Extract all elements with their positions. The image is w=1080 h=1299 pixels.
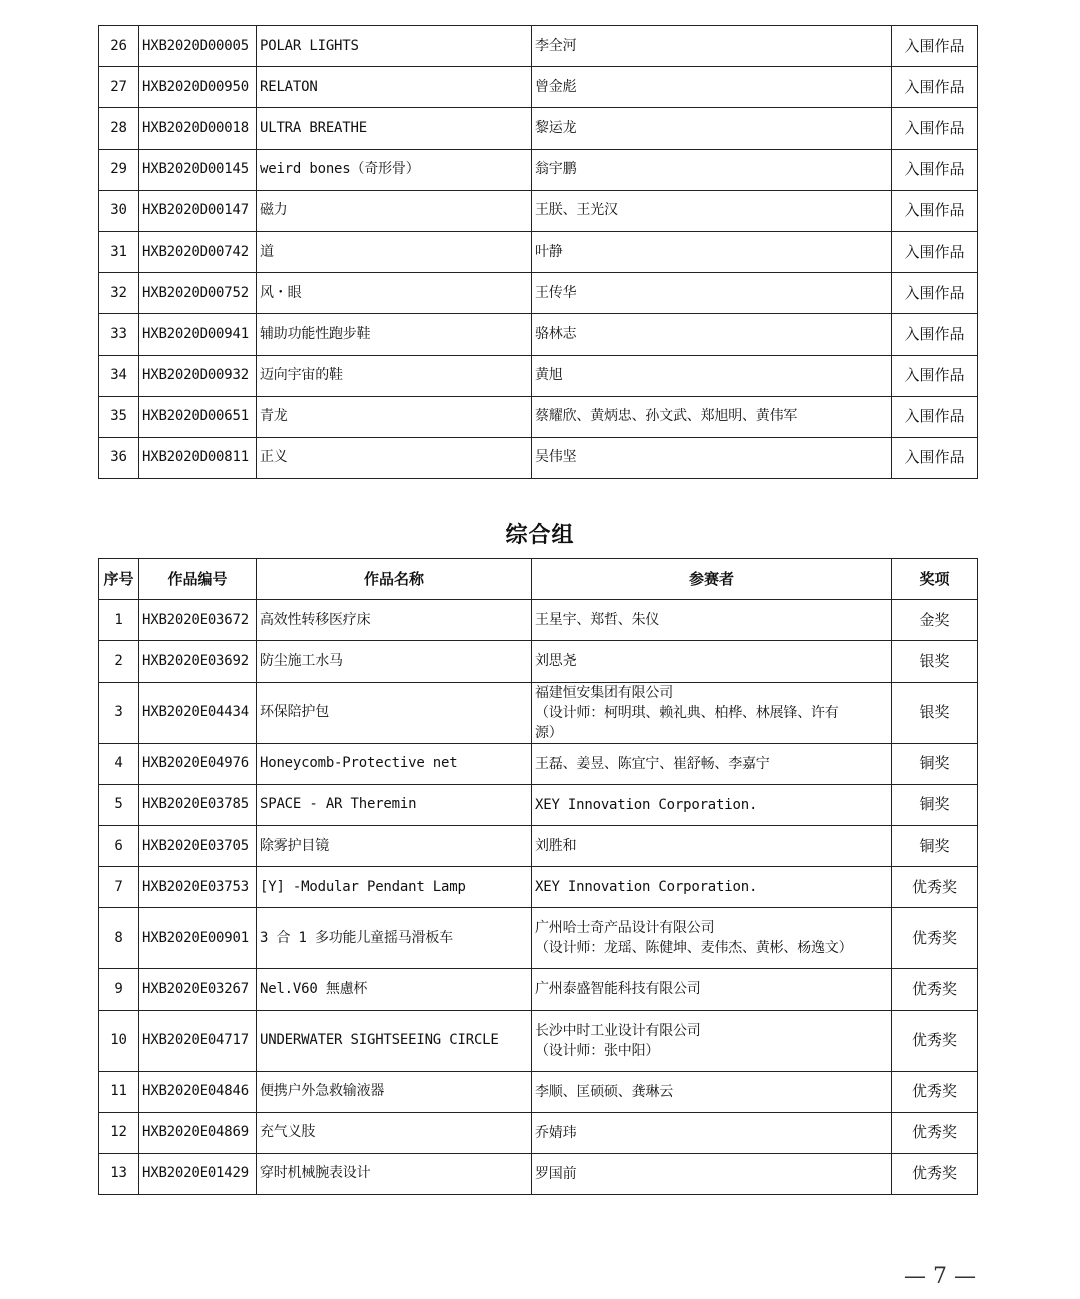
row-code: HXB2020D00651	[139, 396, 257, 437]
row-name: 高效性转移医疗床	[257, 600, 532, 641]
row-name: 防尘施工水马	[257, 641, 532, 682]
row-participant: 王朕、王光汉	[532, 190, 892, 231]
row-name: Honeycomb-Protective net	[257, 743, 532, 784]
row-participant	[532, 1071, 892, 1112]
row-no: 35	[99, 396, 139, 437]
row-award: 入围作品	[892, 355, 978, 396]
row-participant: 翁宇鹏	[532, 149, 892, 190]
row-no: 29	[99, 149, 139, 190]
row-no: 5	[99, 784, 139, 825]
row-name: RELATON	[257, 67, 532, 108]
row-award: 入围作品	[892, 67, 978, 108]
row-participant-line: 李顺、匡硕硕、龚琳云	[535, 1083, 673, 1100]
row-code: HXB2020E04434	[139, 682, 257, 743]
table-row	[99, 1010, 978, 1071]
row-no: 3	[99, 682, 139, 743]
row-award: 金奖	[892, 600, 978, 641]
row-participant: 黄旭	[532, 355, 892, 396]
row-name: 风・眼	[257, 273, 532, 314]
row-award: 入围作品	[892, 108, 978, 149]
row-no: 10	[99, 1010, 139, 1071]
row-award: 优秀奖	[892, 1010, 978, 1071]
row-award: 铜奖	[892, 743, 978, 784]
table-row	[99, 784, 978, 825]
table-row	[99, 26, 978, 67]
row-participant: 叶静	[532, 231, 892, 272]
row-award: 优秀奖	[892, 969, 978, 1010]
row-participant	[532, 908, 892, 969]
row-participant-line: 乔婧玮	[535, 1124, 577, 1141]
row-name: 穿时机械腕表设计	[257, 1153, 532, 1194]
row-no: 31	[99, 231, 139, 272]
row-participant-line: （设计师：张中阳）	[535, 1042, 660, 1059]
row-award: 铜奖	[892, 784, 978, 825]
row-participant: 曾金彪	[532, 67, 892, 108]
row-award: 入围作品	[892, 26, 978, 67]
row-participant-line: 王磊、姜昱、陈宜宁、崔舒畅、李嘉宁	[535, 755, 770, 772]
row-name: 环保陪护包	[257, 682, 532, 743]
header-participant: 参赛者	[532, 559, 892, 600]
row-award: 铜奖	[892, 825, 978, 866]
row-participant	[532, 600, 892, 641]
row-name: 除雾护目镜	[257, 825, 532, 866]
row-participant-line: 广州泰盛智能科技有限公司	[535, 981, 701, 998]
row-no: 2	[99, 641, 139, 682]
row-award: 入围作品	[892, 231, 978, 272]
table-row	[99, 1153, 978, 1194]
row-participant	[532, 641, 892, 682]
row-participant: 王传华	[532, 273, 892, 314]
row-code: HXB2020E04869	[139, 1112, 257, 1153]
row-code: HXB2020D00147	[139, 190, 257, 231]
row-code: HXB2020E03692	[139, 641, 257, 682]
row-name: 道	[257, 231, 532, 272]
row-no: 33	[99, 314, 139, 355]
row-award: 优秀奖	[892, 908, 978, 969]
row-participant	[532, 969, 892, 1010]
row-no: 36	[99, 437, 139, 478]
award-table-comprehensive	[98, 558, 978, 1195]
row-no: 6	[99, 825, 139, 866]
table-row	[99, 108, 978, 149]
row-participant-line: 广州哈士奇产品设计有限公司	[535, 920, 715, 937]
row-participant: 骆林志	[532, 314, 892, 355]
header-name: 作品名称	[257, 559, 532, 600]
row-no: 28	[99, 108, 139, 149]
table-row	[99, 231, 978, 272]
row-participant-line: 王星宇、郑哲、朱仪	[535, 612, 660, 629]
row-no: 9	[99, 969, 139, 1010]
row-name: 迈向宇宙的鞋	[257, 355, 532, 396]
row-participant: 吴伟坚	[532, 437, 892, 478]
table-row	[99, 600, 978, 641]
row-award: 入围作品	[892, 314, 978, 355]
row-participant-line: 长沙中时工业设计有限公司	[535, 1022, 701, 1039]
row-code: HXB2020D00742	[139, 231, 257, 272]
row-participant-line: （设计师：柯明琪、赖礼典、柏桦、林展锋、许有	[535, 704, 839, 721]
row-participant: 李全河	[532, 26, 892, 67]
row-name: weird bones（奇形骨）	[257, 149, 532, 190]
row-code: HXB2020D00018	[139, 108, 257, 149]
table-row	[99, 67, 978, 108]
row-no: 4	[99, 743, 139, 784]
row-code: HXB2020D00811	[139, 437, 257, 478]
table-row	[99, 743, 978, 784]
row-participant: 黎运龙	[532, 108, 892, 149]
row-award: 入围作品	[892, 437, 978, 478]
row-no: 13	[99, 1153, 139, 1194]
table-row	[99, 908, 978, 969]
row-code: HXB2020D00145	[139, 149, 257, 190]
row-participant: 蔡耀欣、黄炳忠、孙文武、郑旭明、黄伟军	[532, 396, 892, 437]
row-name: ULTRA BREATHE	[257, 108, 532, 149]
row-participant-line: XEY Innovation Corporation.	[535, 796, 758, 813]
row-participant-line: 罗国前	[535, 1165, 577, 1182]
row-code: HXB2020E03672	[139, 600, 257, 641]
row-code: HXB2020E01429	[139, 1153, 257, 1194]
row-participant	[532, 784, 892, 825]
table-row	[99, 1071, 978, 1112]
table-row	[99, 355, 978, 396]
row-name: 辅助功能性跑步鞋	[257, 314, 532, 355]
table-row	[99, 641, 978, 682]
row-code: HXB2020D00752	[139, 273, 257, 314]
header-no: 序号	[99, 559, 139, 600]
row-code: HXB2020E00901	[139, 908, 257, 969]
row-award: 入围作品	[892, 190, 978, 231]
award-table-comprehensive-body	[99, 600, 978, 1195]
table-row	[99, 969, 978, 1010]
row-award: 优秀奖	[892, 1153, 978, 1194]
row-no: 32	[99, 273, 139, 314]
row-no: 30	[99, 190, 139, 231]
row-participant	[532, 1112, 892, 1153]
row-no: 8	[99, 908, 139, 969]
row-name: 充气义肢	[257, 1112, 532, 1153]
row-participant	[532, 682, 892, 743]
row-code: HXB2020D00941	[139, 314, 257, 355]
row-code: HXB2020D00950	[139, 67, 257, 108]
row-award: 优秀奖	[892, 1112, 978, 1153]
row-participant-line: XEY Innovation Corporation.	[535, 879, 758, 896]
row-no: 27	[99, 67, 139, 108]
table-row	[99, 396, 978, 437]
section-title: 综合组	[505, 523, 575, 548]
page-number: — 7 —	[904, 1264, 976, 1289]
row-name: 3 合 1 多功能儿童摇马滑板车	[257, 908, 532, 969]
row-award: 入围作品	[892, 273, 978, 314]
row-participant	[532, 1153, 892, 1194]
row-name: POLAR LIGHTS	[257, 26, 532, 67]
table-row	[99, 149, 978, 190]
row-participant	[532, 1010, 892, 1071]
row-participant-line: 福建恒安集团有限公司	[535, 684, 673, 701]
row-code: HXB2020E03785	[139, 784, 257, 825]
table-row	[99, 682, 978, 743]
award-table-continued-body	[99, 26, 978, 479]
table-row	[99, 437, 978, 478]
header-award: 奖项	[892, 559, 978, 600]
table-row	[99, 825, 978, 866]
table-row	[99, 314, 978, 355]
row-name: UNDERWATER SIGHTSEEING CIRCLE	[257, 1010, 532, 1071]
row-code: HXB2020D00005	[139, 26, 257, 67]
row-code: HXB2020E03705	[139, 825, 257, 866]
row-award: 入围作品	[892, 396, 978, 437]
row-award: 优秀奖	[892, 867, 978, 908]
table-row	[99, 273, 978, 314]
row-participant-line: 刘思尧	[535, 653, 577, 670]
row-code: HXB2020E04846	[139, 1071, 257, 1112]
row-name: 磁力	[257, 190, 532, 231]
row-no: 26	[99, 26, 139, 67]
row-no: 34	[99, 355, 139, 396]
table-row	[99, 1112, 978, 1153]
row-no: 1	[99, 600, 139, 641]
row-participant	[532, 867, 892, 908]
award-table-continued	[98, 25, 978, 479]
row-award: 银奖	[892, 682, 978, 743]
row-no: 12	[99, 1112, 139, 1153]
row-name: Nel.V60 無慮杯	[257, 969, 532, 1010]
row-participant	[532, 743, 892, 784]
row-award: 优秀奖	[892, 1071, 978, 1112]
row-code: HXB2020D00932	[139, 355, 257, 396]
row-code: HXB2020E04717	[139, 1010, 257, 1071]
row-no: 11	[99, 1071, 139, 1112]
table-row	[99, 190, 978, 231]
row-participant	[532, 825, 892, 866]
row-no: 7	[99, 867, 139, 908]
row-name: 便携户外急救输液器	[257, 1071, 532, 1112]
row-participant-line: （设计师：龙瑶、陈健坤、麦伟杰、黄彬、杨逸文）	[535, 940, 853, 957]
row-name: [Y] -Modular Pendant Lamp	[257, 867, 532, 908]
row-award: 银奖	[892, 641, 978, 682]
table-row	[99, 867, 978, 908]
row-name: SPACE - AR Theremin	[257, 784, 532, 825]
header-code: 作品编号	[139, 559, 257, 600]
row-code: HXB2020E03753	[139, 867, 257, 908]
row-name: 正义	[257, 437, 532, 478]
row-participant-line: 源）	[535, 724, 563, 741]
row-participant-line: 刘胜和	[535, 838, 577, 855]
row-award: 入围作品	[892, 149, 978, 190]
row-code: HXB2020E04976	[139, 743, 257, 784]
table-header-row	[99, 559, 978, 600]
row-name: 青龙	[257, 396, 532, 437]
row-code: HXB2020E03267	[139, 969, 257, 1010]
